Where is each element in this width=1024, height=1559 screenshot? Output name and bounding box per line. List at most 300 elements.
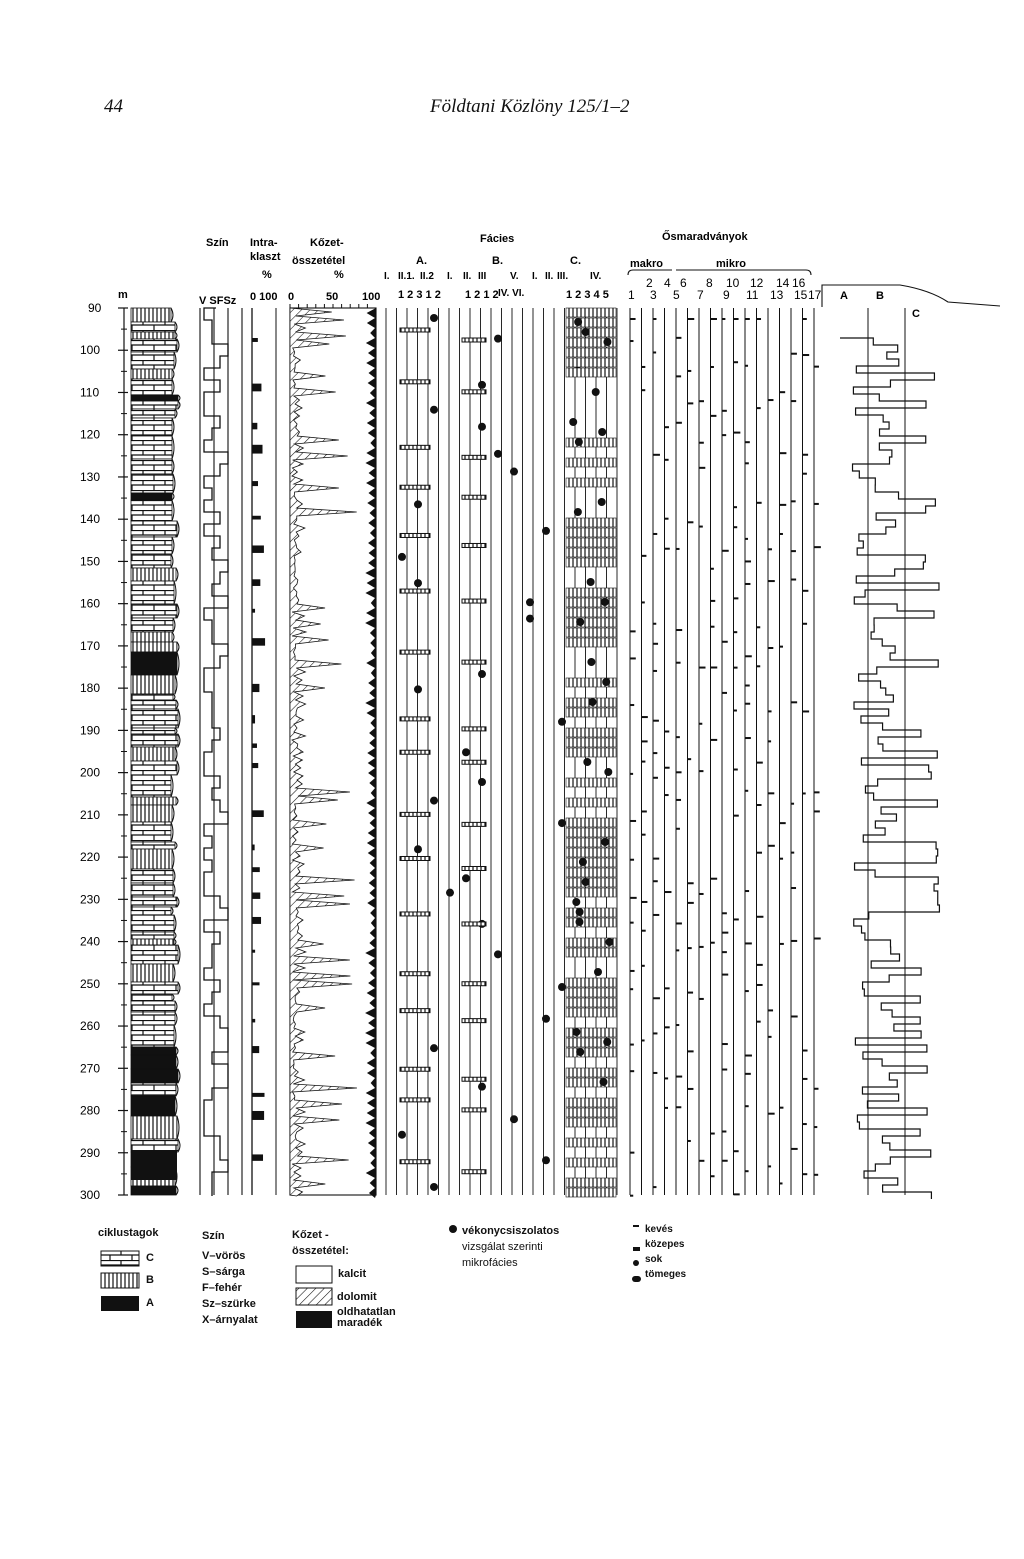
osm-mark: [699, 946, 704, 948]
intraklaszt-column: [252, 308, 276, 1195]
facies-subgroup-label: II.2: [420, 271, 434, 282]
depth-tick-label: 280: [80, 1103, 101, 1118]
osm-mark: [688, 902, 694, 904]
intraklaszt-bar: [252, 845, 255, 851]
osm-mark: [734, 1150, 739, 1152]
osm-mark: [734, 506, 738, 508]
facies-c-dot: [600, 1078, 608, 1086]
legend-tick-kozepes: [633, 1247, 640, 1251]
facies-c-dot: [603, 1038, 611, 1046]
facies-a-band: [400, 856, 430, 860]
osm-top-number: 6: [680, 276, 687, 290]
lithology-bed: [131, 652, 177, 675]
facies-dot: [414, 845, 422, 853]
lithology-bed: [131, 694, 173, 700]
facies-dot: [414, 579, 422, 587]
facies-dot: [478, 381, 486, 389]
facies-b-band: [462, 760, 486, 764]
osm-mark: [630, 704, 634, 706]
osm-mark: [745, 560, 751, 562]
legend-mikrofacies: [462, 1223, 559, 1271]
facies-dot: [414, 500, 422, 508]
osm-mark: [642, 555, 647, 557]
osm-mark: [630, 897, 637, 899]
lithology-bed: [131, 842, 175, 849]
facies-dot: [542, 1156, 550, 1164]
intraklaszt-scale: 0 100: [250, 291, 278, 303]
facies-dot: [494, 450, 502, 458]
legend-mikrofacies-line: vizsgálat szerinti: [462, 1241, 543, 1253]
osm-mark: [688, 758, 692, 760]
lithology-bed: [131, 339, 177, 352]
osm-mark: [757, 804, 762, 806]
facies-c-dot: [587, 658, 595, 666]
osm-mark: [653, 1186, 656, 1188]
facies-c-bed: [566, 618, 616, 627]
depth-tick-label: 220: [80, 850, 101, 865]
osm-bottom-number: 7: [697, 288, 704, 302]
facies-numbers-b2: IV. VI.: [498, 288, 525, 299]
osm-mark: [814, 546, 821, 548]
lithology-bed: [131, 308, 171, 322]
facies-c-bed: [566, 518, 616, 527]
osm-mark: [699, 467, 705, 469]
lithology-bed: [131, 709, 178, 728]
osm-mark: [711, 667, 718, 669]
facies-c-bed: [566, 948, 616, 957]
lithology-bed: [131, 939, 174, 945]
osm-mark: [699, 442, 704, 444]
facies-c-bed: [566, 1048, 616, 1057]
kozet-unit: %: [334, 269, 344, 281]
osm-mark: [757, 407, 761, 409]
osm-mark: [745, 538, 748, 540]
osm-mark: [653, 670, 657, 672]
osm-mark: [791, 579, 796, 581]
facies-dot: [398, 1131, 406, 1139]
osm-mark: [653, 643, 658, 645]
facies-a-band: [400, 445, 430, 449]
intraklaszt-bar: [252, 810, 264, 817]
depth-axis: [80, 301, 128, 1202]
osm-mark: [653, 1032, 657, 1034]
facies-numbers-c: 1 2 3 4 5: [566, 289, 609, 301]
facies-c-dot: [575, 918, 583, 926]
osm-mark: [757, 318, 762, 320]
osm-mark: [780, 1182, 783, 1184]
osm-mark: [814, 1126, 817, 1128]
facies-c-bed: [566, 1068, 616, 1077]
osm-mark: [734, 769, 738, 771]
legend-dolomit: dolomit: [337, 1291, 377, 1303]
lithology-bed: [131, 1096, 175, 1116]
facies-c-bed: [566, 478, 616, 487]
osm-mark: [711, 568, 714, 570]
intraklaszt-title1: Intra-: [250, 237, 278, 249]
facies-subgroup-label: III.: [557, 271, 569, 282]
osm-mark: [699, 400, 704, 402]
legend-swatch-oldhatatlan: [296, 1311, 332, 1328]
osm-mark: [711, 318, 717, 320]
osm-mark: [676, 1024, 679, 1026]
facies-c-bed: [566, 908, 616, 917]
lithology-bed: [131, 409, 175, 418]
facies-c-dot: [576, 908, 584, 916]
facies-b-band: [462, 727, 486, 731]
osm-mark: [711, 942, 715, 944]
osm-mark: [699, 770, 703, 772]
osm-mark: [768, 740, 771, 742]
intraklaszt-bar: [252, 1093, 264, 1097]
osm-mark: [734, 710, 737, 712]
legend-oldhatatlan: [337, 1307, 396, 1329]
osm-mark: [653, 997, 660, 999]
intraklaszt-bar: [252, 579, 260, 586]
facies-dot: [478, 423, 486, 431]
legend-ciklustagok-title: ciklustagok: [98, 1227, 159, 1239]
lithology-bed: [131, 932, 174, 939]
facies-a-band: [400, 533, 430, 537]
osm-mark: [791, 400, 796, 402]
ciklus-curve: [840, 338, 939, 1199]
lithology-bed: [131, 982, 178, 994]
legend-kalcit: kalcit: [338, 1268, 367, 1280]
facies-a-band: [400, 717, 430, 721]
osm-mark: [803, 1050, 808, 1052]
facies-dot: [558, 819, 566, 827]
intraklaszt-bar: [252, 423, 257, 430]
facies-b-band: [462, 455, 486, 459]
facies-a-band: [400, 812, 430, 816]
lithology-bed: [131, 1012, 175, 1025]
ciklus-label-a: A: [840, 290, 848, 302]
osm-top-number: 8: [706, 276, 713, 290]
facies-c-dot: [603, 338, 611, 346]
osm-mark: [688, 992, 694, 994]
facies-c-dot: [582, 878, 590, 886]
facies-c-dot: [598, 428, 606, 436]
facies-c-bed: [566, 978, 616, 987]
depth-tick-label: 170: [80, 638, 101, 653]
facies-c-bed: [566, 308, 616, 317]
facies-c-bed: [566, 818, 616, 827]
depth-tick-label: 130: [80, 469, 101, 484]
osm-mark: [757, 852, 762, 854]
lithology-bed: [131, 883, 173, 897]
facies-c-bed: [566, 748, 616, 757]
facies-c-dot: [574, 508, 582, 516]
osmaradvanyok-title: Ősmaradványok: [662, 231, 748, 243]
facies-dot: [462, 874, 470, 882]
lithology-bed: [131, 369, 172, 379]
osm-mark: [653, 720, 659, 722]
facies-c-dot: [604, 768, 612, 776]
lithology-bed: [131, 728, 175, 734]
facies-b-band: [462, 338, 486, 342]
lithology-bed: [131, 1001, 175, 1012]
osm-mark: [630, 657, 636, 659]
page-number: 44: [104, 96, 123, 117]
legend-kozet-title1: Kőzet -: [292, 1229, 329, 1241]
lithology-bed: [131, 747, 175, 761]
facies-a-band: [400, 1009, 430, 1013]
kozet-scale-100: 100: [362, 291, 381, 303]
osm-mark: [757, 762, 763, 764]
szin-title: Szín: [206, 237, 229, 249]
facies-c-bed: [566, 1098, 616, 1107]
legend-abundance: [645, 1222, 686, 1282]
osm-mark: [745, 942, 752, 944]
facies-b-band: [462, 1108, 486, 1112]
depth-tick-label: 110: [80, 385, 100, 400]
osm-top-number: 12: [750, 276, 764, 290]
facies-c-bed: [566, 528, 616, 537]
osm-mark: [711, 366, 714, 368]
osm-mark: [780, 822, 786, 824]
facies-a-band: [400, 589, 430, 593]
facies-c-bed: [566, 998, 616, 1007]
lithology-bed: [131, 964, 173, 982]
facies-dot: [558, 718, 566, 726]
osm-top-number: 2: [646, 276, 653, 290]
osm-mark: [768, 399, 773, 401]
osm-mark: [630, 1044, 634, 1046]
osm-mark: [814, 810, 820, 812]
intraklaszt-bar: [252, 481, 258, 486]
osm-bottom-number: 11: [746, 288, 759, 302]
kozet-column: [290, 304, 376, 1198]
legend-mikrofacies-line: vékonycsiszolatos: [462, 1225, 560, 1237]
osm-mark: [814, 503, 819, 505]
osm-mark: [630, 318, 636, 320]
lithology-bed: [131, 401, 178, 409]
depth-tick-label: 120: [80, 427, 101, 442]
lithology-bed: [131, 915, 174, 932]
facies-b-band: [462, 922, 486, 926]
facies-c-dot: [579, 858, 587, 866]
facies-numbers-a: 1 2 3 1 2: [398, 289, 441, 301]
osm-mark: [642, 389, 646, 391]
osm-mark: [676, 922, 682, 924]
facies-subgroup-label: I.: [384, 271, 390, 282]
osm-mark: [734, 918, 739, 920]
facies-c-dot: [575, 438, 583, 446]
facies-dot: [430, 406, 438, 414]
osm-mark: [734, 631, 738, 633]
lithology-bed: [131, 436, 172, 459]
facies-subgroup-label: III: [478, 271, 487, 282]
column-headers: [118, 230, 920, 320]
facies-a-band: [400, 972, 430, 976]
lithology-bed: [131, 761, 177, 775]
intraklaszt-bar: [252, 384, 261, 392]
facies-c-dot: [572, 898, 580, 906]
osm-mark: [803, 590, 809, 592]
osm-mark: [757, 502, 762, 504]
depth-tick-label: 180: [80, 681, 101, 696]
intraklaszt-bar: [252, 893, 260, 899]
lithology-bed: [131, 897, 177, 907]
facies-a-band: [400, 485, 430, 489]
legend-szin-item: V–vörös: [202, 1250, 246, 1262]
legend-abundance-keves: kevés: [645, 1224, 673, 1235]
osm-mark: [803, 710, 810, 712]
osm-mark: [722, 434, 726, 436]
facies-dot: [510, 1115, 518, 1123]
facies-b-band: [462, 866, 486, 870]
facies-c-bed: [566, 368, 616, 377]
facies-dot: [462, 748, 470, 756]
osm-mark: [711, 1133, 715, 1135]
lithology-bed: [131, 352, 174, 369]
osm-mark: [676, 629, 682, 631]
facies-c-bed: [566, 1118, 616, 1127]
depth-tick-label: 210: [80, 807, 101, 822]
facies-a-band: [400, 912, 430, 916]
facies-c-dot: [569, 418, 577, 426]
intraklaszt-bar: [252, 917, 261, 924]
lithology-bed: [131, 994, 172, 1001]
legend-dot-icon: [449, 1225, 457, 1233]
osmaradvanyok-column: [630, 308, 821, 1197]
kozet-scale-0: 0: [288, 291, 295, 303]
depth-tick-label: 230: [80, 892, 101, 907]
facies-c-bed: [566, 848, 616, 857]
facies-b-band: [462, 1019, 486, 1023]
osm-mark: [642, 810, 647, 812]
intraklaszt-bar: [252, 982, 260, 985]
facies-numbers-b: 1 2 1 2: [465, 289, 499, 301]
osm-mark: [734, 432, 741, 434]
osm-mark: [676, 828, 680, 830]
facies-c-bed: [566, 1178, 616, 1187]
osm-mark: [734, 361, 739, 363]
osm-mark: [757, 626, 761, 628]
facies-dot: [478, 670, 486, 678]
osm-mark: [653, 318, 656, 320]
legend-swatch-c: [101, 1251, 139, 1266]
osm-mark: [688, 1088, 694, 1090]
osm-mark: [688, 882, 694, 884]
osm-mark: [780, 1107, 784, 1109]
facies-c-dot: [605, 938, 613, 946]
lithology-bed: [131, 379, 172, 395]
facies-dot: [494, 950, 502, 958]
osm-mark: [642, 716, 648, 718]
osm-mark: [722, 912, 727, 914]
legend-oldhatatlan-2: maradék: [337, 1317, 383, 1329]
osm-mark: [745, 583, 750, 585]
osm-mark: [630, 820, 636, 822]
facies-c-bed: [566, 638, 616, 647]
facies-c-dot: [592, 388, 600, 396]
depth-unit: m: [118, 289, 128, 301]
osm-mark: [803, 1123, 807, 1125]
osm-mark: [734, 667, 738, 669]
facies-c-dot: [587, 578, 595, 586]
facies-c-bed: [566, 828, 616, 837]
osm-top-number: 16: [792, 276, 806, 290]
facies-c-bed: [566, 1158, 616, 1167]
depth-tick-label: 260: [80, 1019, 101, 1034]
facies-c-bed: [566, 348, 616, 357]
facies-c-bed: [566, 1008, 616, 1017]
osm-mark: [745, 790, 748, 792]
osm-mark: [745, 890, 749, 892]
depth-tick-label: 190: [80, 723, 101, 738]
osm-mark: [791, 550, 796, 552]
intraklaszt-unit: %: [262, 269, 272, 281]
legend-tick-tomeges: [632, 1276, 641, 1282]
intraklaszt-bar: [252, 1019, 255, 1023]
osm-mark: [653, 914, 659, 916]
osm-mark: [665, 1026, 670, 1028]
facies-c-bed: [566, 918, 616, 927]
osm-mark: [734, 526, 738, 528]
facies-c-bed: [566, 438, 616, 447]
lithology-bed: [131, 675, 175, 694]
osm-mark: [711, 739, 718, 741]
facies-subgroup-label: II.1.: [398, 271, 415, 282]
lithology-bed: [131, 869, 173, 883]
facies-c-dot: [582, 328, 590, 336]
facies-c-bed: [566, 708, 616, 717]
osm-mark: [768, 1009, 773, 1011]
osm-mark: [642, 366, 646, 368]
ciklus-header-curve: [822, 285, 1000, 307]
osm-mark: [630, 340, 633, 342]
osm-mark: [711, 626, 715, 628]
facies-subgroup-label: I.: [447, 271, 453, 282]
legend-ciklus-a: A: [146, 1297, 154, 1309]
facies-c-bed: [566, 868, 616, 877]
osm-mark: [745, 703, 750, 705]
osm-mark: [803, 454, 809, 456]
lithology-bed: [131, 907, 171, 915]
makro-label: makro: [630, 258, 664, 270]
lithology-bed: [131, 805, 172, 822]
intraklaszt-bar: [252, 1111, 264, 1120]
osm-mark: [676, 375, 681, 377]
lithology-bed: [131, 474, 173, 493]
osm-mark: [791, 940, 797, 942]
depth-tick-label: 250: [80, 976, 101, 991]
lithology-bed: [131, 1055, 176, 1069]
osm-mark: [757, 1021, 761, 1023]
facies-c-dot: [574, 318, 582, 326]
osm-mark: [722, 1131, 726, 1133]
lithology-bed: [131, 1116, 177, 1139]
osm-mark: [630, 859, 634, 861]
osm-mark: [780, 391, 786, 393]
depth-tick-label: 240: [80, 934, 101, 949]
facies-c-dot: [576, 1048, 584, 1056]
osm-mark: [630, 630, 636, 632]
osm-mark: [722, 974, 728, 976]
osm-bottom-number: 13: [770, 288, 784, 302]
lithology-bed: [131, 775, 171, 797]
lithology-bed: [131, 332, 175, 339]
osm-mark: [745, 1105, 749, 1107]
szin-curve: [204, 308, 228, 1196]
depth-tick-label: 290: [80, 1145, 101, 1160]
osm-mark: [676, 1106, 681, 1108]
osm-mark: [745, 1170, 749, 1172]
kozet-scale-50: 50: [326, 291, 339, 303]
intraklaszt-bar: [252, 715, 255, 723]
osm-mark: [768, 1036, 772, 1038]
facies-c-bed: [566, 538, 616, 547]
